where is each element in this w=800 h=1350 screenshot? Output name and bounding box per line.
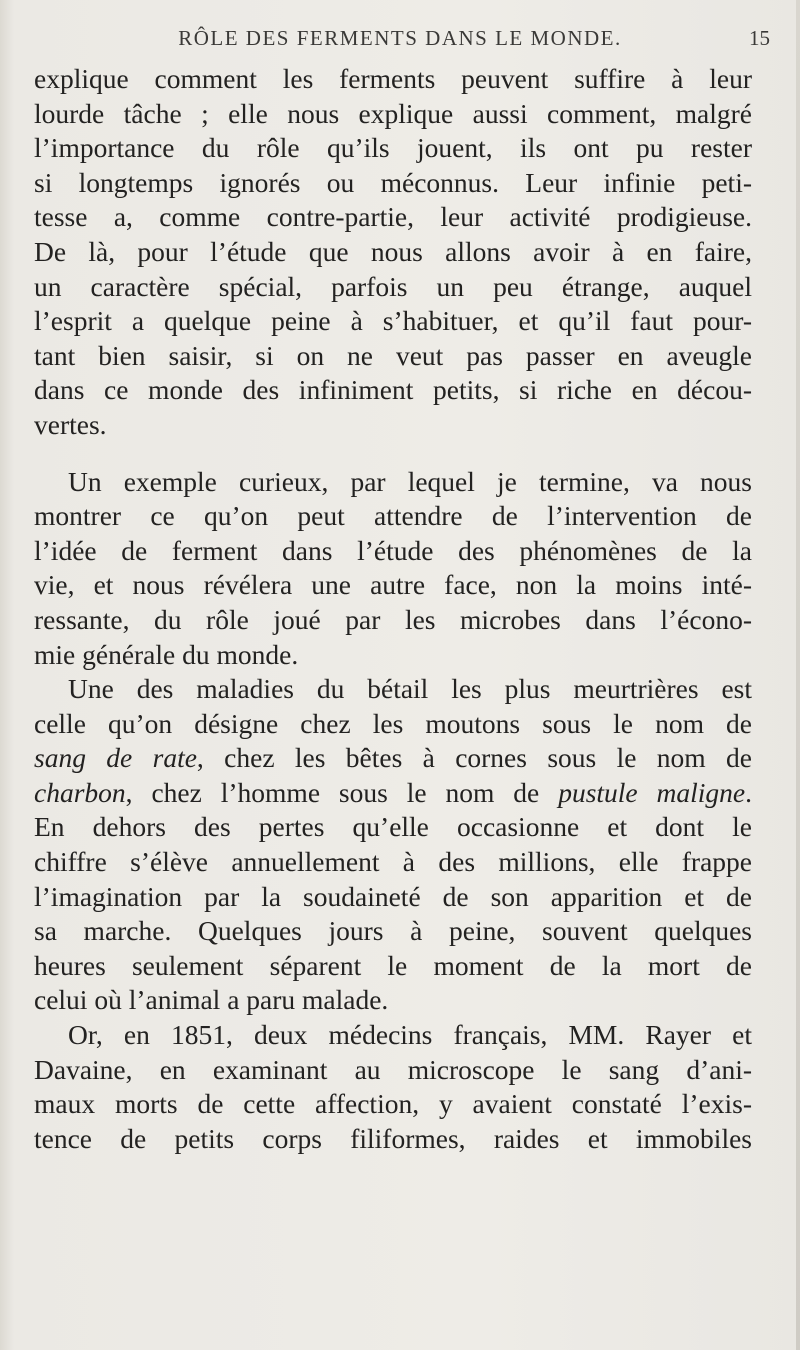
text-line: celui où l’animal a paru malade.: [34, 984, 389, 1016]
page-edge: [796, 0, 800, 1350]
text-line: un caractère spécial, parfois un peu étrange, auquel: [34, 270, 752, 302]
text-run: .: [745, 776, 753, 808]
italic-term: charbon: [34, 776, 126, 808]
text-line: Or, en 1851, deux médecins français, MM. Rayer et: [68, 1019, 752, 1051]
paragraph-1: [34, 62, 752, 443]
paragraph-4: [34, 1018, 752, 1156]
text-line: En dehors des pertes qu’elle occasionne et dont le: [34, 811, 752, 843]
text-line: tence de petits corps filiformes, raides et immobiles: [34, 1122, 752, 1154]
paragraph-3: [34, 672, 752, 1018]
text-line: l’esprit a quelque peine à s’habituer, et qu’il faut pour-: [34, 305, 752, 337]
text-line: chiffre s’élève annuellement à des millions, elle frappe: [34, 846, 752, 878]
text-line: ressante, du rôle joué par les microbes dans l’écono-: [34, 603, 752, 635]
body-text: [34, 62, 752, 1156]
text-run: , chez les bêtes à cornes sous le nom de: [196, 742, 752, 774]
text-line: tesse a, comme contre-partie, leur activité prodigieuse.: [34, 201, 752, 233]
text-line: l’imagination par la soudaineté de son apparition et de: [34, 880, 752, 912]
text-line: maux morts de cette affection, y avaient constaté l’exis-: [34, 1088, 752, 1120]
text-line: Un exemple curieux, par lequel je termine, va nous: [68, 465, 752, 497]
page-number: 15: [749, 26, 770, 50]
text-line: celle qu’on désigne chez les moutons sous le nom de: [34, 707, 752, 739]
paragraph-2: [34, 465, 752, 673]
text-line: sa marche. Quelques jours à peine, souvent quelques: [34, 915, 752, 947]
text-line: vie, et nous révélera une autre face, non la moins inté-: [34, 569, 752, 601]
text-line: l’importance du rôle qu’ils jouent, ils ont pu rester: [34, 132, 752, 164]
text-line: mie générale du monde.: [34, 638, 299, 670]
text-line: Une des maladies du bétail les plus meurtrières est: [68, 673, 752, 705]
text-line: montrer ce qu’on peut attendre de l’intervention de: [34, 500, 752, 532]
italic-term: pustule maligne: [558, 776, 746, 808]
text-line: dans ce monde des infiniment petits, si riche en décou-: [34, 374, 752, 406]
text-line: [34, 741, 752, 776]
text-line: si longtemps ignorés ou méconnus. Leur infinie peti-: [34, 166, 752, 198]
running-title: RÔLE DES FERMENTS DANS LE MONDE.: [178, 26, 622, 50]
text-line: explique comment les ferments peuvent suffire à leur: [34, 63, 752, 94]
text-line: vertes.: [34, 408, 107, 440]
text-line: lourde tâche ; elle nous explique aussi comment, malgré: [34, 97, 752, 129]
text-run: , chez l’homme sous le nom de: [125, 776, 540, 808]
text-line: Davaine, en examinant au microscope le sang d’ani-: [34, 1053, 752, 1085]
text-line: De là, pour l’étude que nous allons avoir à en faire,: [34, 235, 752, 267]
text-line: tant bien saisir, si on ne veut pas passer en aveugle: [34, 339, 752, 371]
text-line: l’idée de ferment dans l’étude des phénomènes de la: [34, 534, 752, 566]
text-line: [34, 776, 752, 811]
text-line: heures seulement séparent le moment de la mort de: [34, 949, 752, 981]
italic-term: sang de rate: [34, 742, 197, 774]
